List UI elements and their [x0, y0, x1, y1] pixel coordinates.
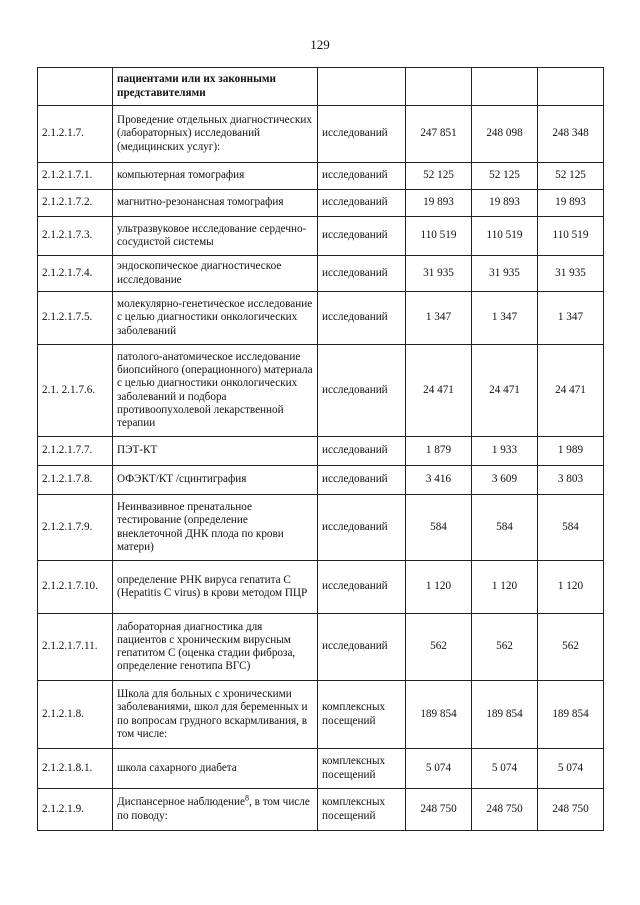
row-code: 2.1.2.1.7.3. [38, 217, 113, 256]
table-row [38, 561, 604, 614]
table-row [38, 437, 604, 466]
row-value-1: 562 [406, 614, 472, 681]
row-name: молекулярно-генетическое исследование с целью диагностики онкологических заболеваний [113, 292, 318, 345]
row-code: 2.1.2.1.7.11. [38, 614, 113, 681]
table-row [38, 217, 604, 256]
row-value-2: 248 750 [472, 789, 538, 831]
row-code: 2.1. 2.1.7.6. [38, 345, 113, 437]
row-value-3: 110 519 [538, 217, 604, 256]
row-value-1: 31 935 [406, 256, 472, 292]
row-name: определение РНК вируса гепатита С (Hepatitis C virus) в крови методом ПЦР [113, 561, 318, 614]
row-value-1: 189 854 [406, 681, 472, 749]
row-value-3: 584 [538, 495, 604, 561]
row-name: компьютерная томография [113, 163, 318, 190]
row-code: 2.1.2.1.7.1. [38, 163, 113, 190]
table-row [38, 345, 604, 437]
row-name: пациентами или их законными представителями [113, 68, 318, 106]
row-code: 2.1.2.1.7.2. [38, 190, 113, 217]
table-row [38, 789, 604, 831]
row-code: 2.1.2.1.7.4. [38, 256, 113, 292]
row-unit: исследований [318, 614, 406, 681]
row-value-1: 1 879 [406, 437, 472, 466]
row-value-1: 3 416 [406, 466, 472, 495]
row-unit: исследований [318, 466, 406, 495]
row-name: ультразвуковое исследование сердечно-сосудистой системы [113, 217, 318, 256]
row-value-2: 248 098 [472, 106, 538, 163]
row-value-1: 247 851 [406, 106, 472, 163]
table-row [38, 292, 604, 345]
indicators-table [37, 67, 604, 831]
row-value-2: 584 [472, 495, 538, 561]
row-value-3: 562 [538, 614, 604, 681]
row-code [38, 68, 113, 106]
row-code: 2.1.2.1.7. [38, 106, 113, 163]
row-value-3: 31 935 [538, 256, 604, 292]
table-row [38, 163, 604, 190]
row-unit: исследований [318, 495, 406, 561]
row-value-2: 1 347 [472, 292, 538, 345]
row-value-1: 5 074 [406, 749, 472, 789]
row-name-text: Диспансерное наблюдение [117, 796, 246, 809]
row-value-2: 52 125 [472, 163, 538, 190]
row-value-2: 110 519 [472, 217, 538, 256]
row-name: патолого-анатомическое исследование биопсийного (операционного) материала с целью диагностики онкологических заболеваний и подбора противоопухолевой лекарственной терапии [113, 345, 318, 437]
row-value-1: 584 [406, 495, 472, 561]
row-name: эндоскопическое диагностическое исследование [113, 256, 318, 292]
row-value-3: 24 471 [538, 345, 604, 437]
row-name: ОФЭКТ/КТ /сцинтиграфия [113, 466, 318, 495]
row-name: магнитно-резонансная томография [113, 190, 318, 217]
row-unit: исследований [318, 437, 406, 466]
row-value-2: 5 074 [472, 749, 538, 789]
row-unit: комплексных посещений [318, 681, 406, 749]
row-value-3: 1 120 [538, 561, 604, 614]
row-code: 2.1.2.1.7.7. [38, 437, 113, 466]
row-name [113, 789, 318, 831]
table-row [38, 106, 604, 163]
row-value-3: 189 854 [538, 681, 604, 749]
row-code: 2.1.2.1.7.5. [38, 292, 113, 345]
row-value-2: 562 [472, 614, 538, 681]
row-value-1: 1 347 [406, 292, 472, 345]
row-value-2 [472, 68, 538, 106]
row-value-1 [406, 68, 472, 106]
row-unit: исследований [318, 217, 406, 256]
table-row [38, 68, 604, 106]
row-unit: комплексных посещений [318, 789, 406, 831]
table-row [38, 466, 604, 495]
row-code: 2.1.2.1.7.8. [38, 466, 113, 495]
row-value-1: 248 750 [406, 789, 472, 831]
row-value-1: 110 519 [406, 217, 472, 256]
row-value-2: 3 609 [472, 466, 538, 495]
row-value-3: 5 074 [538, 749, 604, 789]
row-value-1: 52 125 [406, 163, 472, 190]
row-name: Проведение отдельных диагностических (лабораторных) исследований (медицинских услуг): [113, 106, 318, 163]
table-row [38, 495, 604, 561]
row-value-1: 24 471 [406, 345, 472, 437]
row-code: 2.1.2.1.8. [38, 681, 113, 749]
row-name: ПЭТ-КТ [113, 437, 318, 466]
row-unit: исследований [318, 561, 406, 614]
row-code: 2.1.2.1.8.1. [38, 749, 113, 789]
row-value-3: 248 348 [538, 106, 604, 163]
row-name-tail: , в том числе по поводу: [117, 796, 310, 822]
row-unit: исследований [318, 345, 406, 437]
row-value-2: 31 935 [472, 256, 538, 292]
table-row [38, 190, 604, 217]
row-value-1: 1 120 [406, 561, 472, 614]
table-row [38, 256, 604, 292]
row-unit: исследований [318, 106, 406, 163]
row-value-1: 19 893 [406, 190, 472, 217]
row-unit [318, 68, 406, 106]
row-value-3: 248 750 [538, 789, 604, 831]
row-name: Неинвазивное пренатальное тестирование (определение внеклеточной ДНК плода по крови матери) [113, 495, 318, 561]
row-value-3: 1 347 [538, 292, 604, 345]
row-code: 2.1.2.1.7.10. [38, 561, 113, 614]
row-value-2: 1 933 [472, 437, 538, 466]
page-number: 129 [310, 37, 330, 52]
table-row [38, 614, 604, 681]
row-unit: исследований [318, 256, 406, 292]
row-value-2: 24 471 [472, 345, 538, 437]
row-unit: комплексных посещений [318, 749, 406, 789]
row-value-2: 189 854 [472, 681, 538, 749]
row-code: 2.1.2.1.9. [38, 789, 113, 831]
row-unit: исследований [318, 190, 406, 217]
footnote-marker: 8 [245, 793, 250, 803]
row-value-3 [538, 68, 604, 106]
row-unit: исследований [318, 163, 406, 190]
row-value-2: 19 893 [472, 190, 538, 217]
row-value-3: 52 125 [538, 163, 604, 190]
row-value-3: 3 803 [538, 466, 604, 495]
row-value-3: 19 893 [538, 190, 604, 217]
table-row [38, 681, 604, 749]
row-unit: исследований [318, 292, 406, 345]
row-name: школа сахарного диабета [113, 749, 318, 789]
row-value-3: 1 989 [538, 437, 604, 466]
row-name: лабораторная диагностика для пациентов с хроническим вирусным гепатитом С (оценка стадии фиброза, определение генотипа ВГС) [113, 614, 318, 681]
row-name: Школа для больных с хроническими заболеваниями, школ для беременных и по вопросам грудного вскармливания, в том числе: [113, 681, 318, 749]
row-value-2: 1 120 [472, 561, 538, 614]
table-row [38, 749, 604, 789]
row-code: 2.1.2.1.7.9. [38, 495, 113, 561]
